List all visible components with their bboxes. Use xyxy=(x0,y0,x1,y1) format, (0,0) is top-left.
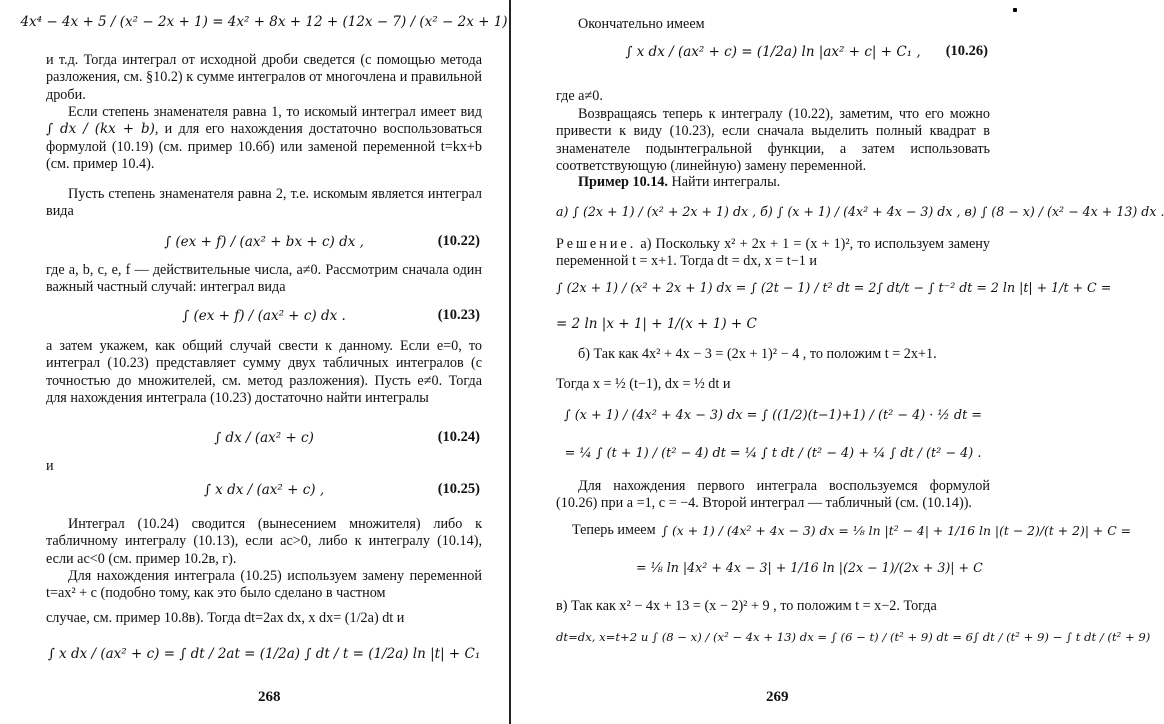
conjunction-text: и xyxy=(46,458,54,474)
equation-number: (10.26) xyxy=(945,43,988,60)
formula-10-25: ∫ x dx / (ax² + c) , xyxy=(203,482,325,498)
solution-b-result: ∫ (x + 1) / (4x² + 4x − 3) dx = ⅛ ln |t² − 4| + 1/16 ln |(t − 2)/(t + 2)| + C = xyxy=(661,523,1132,539)
paragraph: б) Так как 4x² + 4x − 3 = (2x + 1)² − 4 , то положим t = 2x+1. xyxy=(578,346,937,362)
formula-10-23: ∫ (ex + f) / (ax² + c) dx . xyxy=(182,308,346,324)
paragraph: Пусть степень знаменателя равна 2, т.е. искомым является интеграл вида xyxy=(46,186,482,220)
solution-b-formula: ∫ (x + 1) / (4x² + 4x − 3) dx = ∫ ((1/2)(t−1)+1) / (t² − 4) · ½ dt = xyxy=(563,408,983,423)
formula-top: 4x⁴ − 4x + 5 / (x² − 2x + 1) = 4x² + 8x + 12 + (12x − 7) / (x² − 2x + 1) xyxy=(20,14,508,30)
solution-b-split: = ¼ ∫ (t + 1) / (t² − 4) dt = ¼ ∫ t dt / (t² − 4) + ¼ ∫ dt / (t² − 4) . xyxy=(564,446,982,461)
formula-substitution: ∫ x dx / (ax² + c) = ∫ dt / 2at = (1/2a) ∫ dt / t = (1/2a) ln |t| + C₁ xyxy=(47,646,481,662)
paragraph: случае, см. пример 10.8в). Тогда dt=2ax dx, x dx= (1/2a) dt и xyxy=(46,610,405,626)
book-spine xyxy=(509,0,511,724)
solution-a-formula: ∫ (2x + 1) / (x² + 2x + 1) dx = ∫ (2t − 1) / t² dt = 2∫ dt/t − ∫ t⁻² dt = 2 ln |t| + 1/t + C = xyxy=(556,280,1112,295)
example-formulas: а) ∫ (2x + 1) / (x² + 2x + 1) dx , б) ∫ (x + 1) / (4x² + 4x − 3) dx , в) ∫ (8 − x) / (x² − 4x + 13) dx . xyxy=(556,204,1164,219)
paragraph: Окончательно имеем xyxy=(578,16,705,32)
inline-formula: ∫ dx / (kx + b) xyxy=(46,121,155,138)
solution-a-result: = 2 ln |x + 1| + 1/(x + 1) + C xyxy=(556,316,757,332)
paragraph: Тогда x = ½ (t−1), dx = ½ dt и xyxy=(556,376,731,392)
formula-10-22: ∫ (ex + f) / (ax² + bx + c) dx , xyxy=(164,234,364,250)
paragraph: где a≠0. xyxy=(556,88,603,104)
left-page xyxy=(20,0,508,724)
formula-10-26: ∫ x dx / (ax² + c) = (1/2a) ln |ax² + c| + C₁ , xyxy=(625,44,921,60)
right-page xyxy=(556,0,1164,724)
paragraph: Возвращаясь теперь к интегралу (10.22), заметим, что его можно привести к виду (10.23), если сначала выделить полный квадрат в знаменателе подынтегральной функции, а затем использовать соответствующую (линейную) замену переменной. xyxy=(556,106,990,174)
equation-number: (10.25) xyxy=(437,481,480,498)
paragraph: Если степень знаменателя равна 1, то искомый интеграл имеет вид ∫ dx / (kx + b), и для его нахождения достаточно воспользоваться формулой (10.19) (см. пример 10.6б) или заменой переменной t=kx+b (см. пример 10.4). xyxy=(46,104,483,172)
example-heading: Пример 10.14. Найти интегралы. xyxy=(578,174,781,190)
paragraph: Теперь имеем xyxy=(572,522,656,538)
paragraph: Для нахождения интеграла (10.25) используем замену переменной t=ax² + c (подобно тому, как это было сделано в частном xyxy=(46,568,482,602)
page-number: 269 xyxy=(766,689,789,705)
paragraph: Решение. а) Поскольку x² + 2x + 1 = (x + 1)², то используем замену переменной t = x+1. Тогда dt = dx, x = t−1 и xyxy=(556,236,990,270)
paragraph: где a, b, c, e, f — действительные числа, a≠0. Рассмотрим сначала один важный частный случай: интеграл вида xyxy=(46,262,482,296)
page-number: 268 xyxy=(258,689,281,705)
solution-b-final: = ⅛ ln |4x² + 4x − 3| + 1/16 ln |(2x − 1)/(2x + 3)| + C xyxy=(636,560,983,575)
paragraph: в) Так как x² − 4x + 13 = (x − 2)² + 9 , то положим t = x−2. Тогда xyxy=(556,598,937,614)
formula-10-24: ∫ dx / (ax² + c) xyxy=(214,430,314,446)
equation-number: (10.22) xyxy=(437,233,480,250)
paragraph: а затем укажем, как общий случай свести к данному. Если e=0, то интеграл (10.23) представляет сумму двух табличных интегралов (с точностью до множителей, см. метод разложения). Пусть e≠0. Тогда для нахождения интеграла (10.23) достаточно найти интегралы xyxy=(46,338,482,406)
solution-c-formula: dt=dx, x=t+2 и ∫ (8 − x) / (x² − 4x + 13) dx = ∫ (6 − t) / (t² + 9) dt = 6∫ dt / (t² + 9) − ∫ t dt / (t² + 9) xyxy=(556,630,1151,644)
paragraph: Для нахождения первого интеграла воспользуемся формулой (10.26) при a =1, c = −4. Второй интеграл — табличный (см. (10.14)). xyxy=(556,478,990,512)
paragraph: Интеграл (10.24) сводится (вынесением множителя) либо к табличному интегралу (10.13), если ac>0, либо к интегралу (10.14), если ac<0 (см. пример 10.2в, г). xyxy=(46,516,482,567)
equation-number: (10.23) xyxy=(437,307,480,324)
solution-label: Решение. xyxy=(556,236,637,252)
paragraph: и т.д. Тогда интеграл от исходной дроби сведется (с помощью метода разложения, см. §10.2) к сумме интегралов от многочлена и правильной дроби. xyxy=(46,52,482,103)
equation-number: (10.24) xyxy=(437,429,480,446)
scan-mark xyxy=(1013,8,1017,12)
example-label: Пример 10.14. xyxy=(578,174,668,190)
